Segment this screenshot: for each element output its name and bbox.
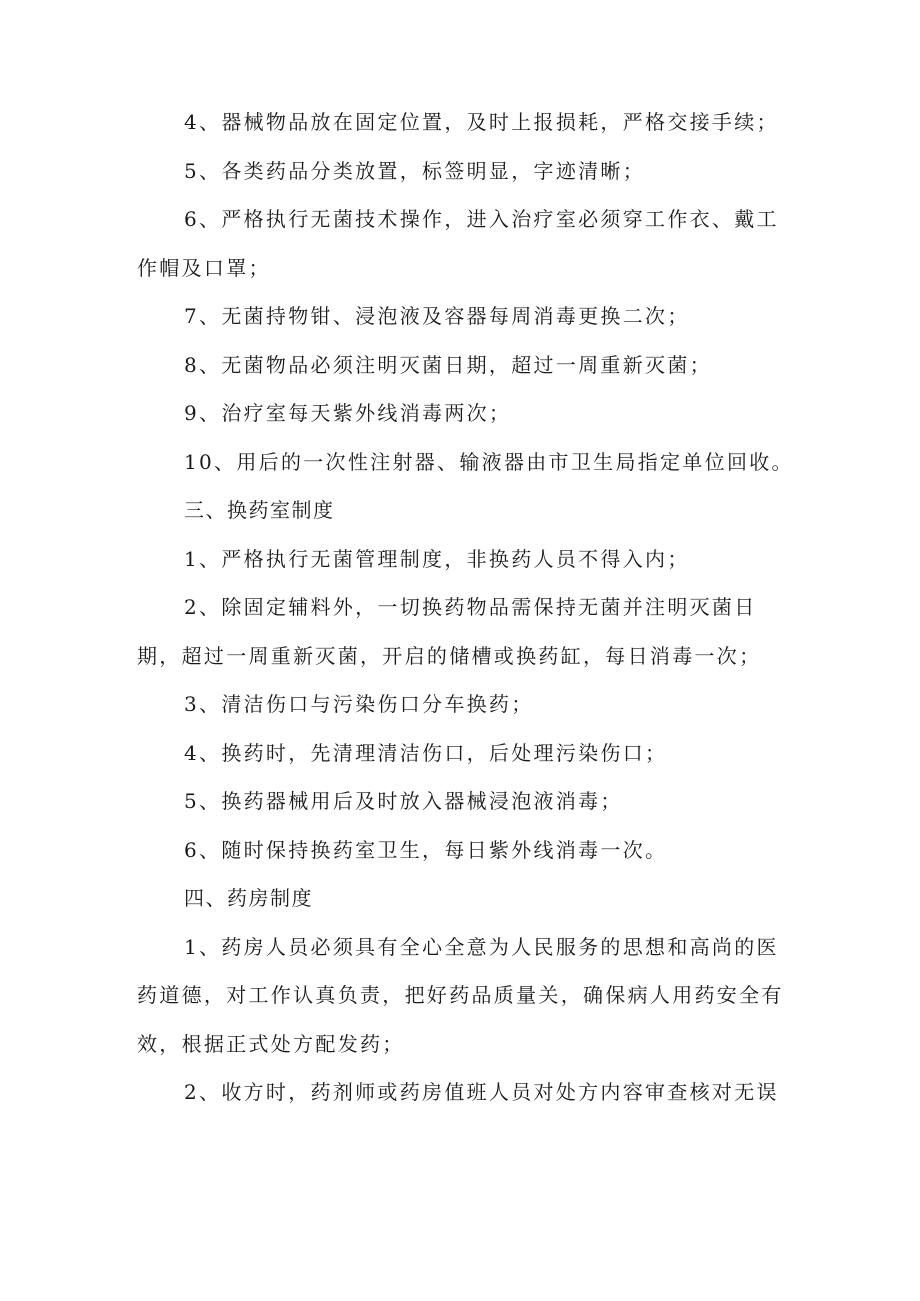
paragraph-dressing-item-1: 1、严格执行无菌管理制度，非换药人员不得入内；	[184, 546, 690, 571]
section-heading-pharmacy: 四、药房制度	[184, 886, 313, 910]
paragraph-dressing-item-3: 3、清洁伤口与污染伤口分车换药；	[184, 692, 534, 716]
paragraph-dressing-item-5: 5、换药器械用后及时放入器械浸泡液消毒；	[184, 789, 623, 813]
paragraph-pharmacy-item-2: 2、收方时，药剂师或药房值班人员对处方内容审查核对无误	[184, 1080, 779, 1104]
paragraph-dressing-item-6: 6、随时保持换药室卫生，每日紫外线消毒一次。	[184, 837, 668, 862]
paragraph-item-5-drug-labels: 5、各类药品分类放置，标签明显，字迹清晰；	[184, 158, 646, 183]
section-heading-dressing-room: 三、换药室制度	[184, 498, 335, 522]
paragraph-dressing-item-2: 2、除固定辅料外，一切换药物品需保持无菌并注明灭菌日期，超过一周重新灭菌，开启的储槽或换药缸，每日消毒一次；	[137, 595, 762, 668]
document-body	[137, 98, 797, 1117]
paragraph-item-10-disposables: 10、用后的一次性注射器、输液器由市卫生局指定单位回收。	[184, 449, 794, 474]
paragraph-pharmacy-item-1: 1、药房人员必须具有全心全意为人民服务的思想和高尚的医药道德，对工作认真负责，把好药品质量关，确保病人用药安全有效，根据正式处方配发药；	[137, 934, 784, 1056]
paragraph-item-4-equipment: 4、器械物品放在固定位置，及时上报损耗，严格交接手续；	[184, 110, 779, 134]
paragraph-dressing-item-4: 4、换药时，先清理清洁伤口，后处理污染伤口；	[184, 740, 668, 765]
paragraph-item-6-aseptic-operation: 6、严格执行无菌技术操作，进入治疗室必须穿工作衣、戴工作帽及口罩；	[137, 207, 779, 280]
paragraph-item-7-forceps-disinfection: 7、无菌持物钳、浸泡液及容器每周消毒更换二次；	[184, 304, 690, 328]
paragraph-item-9-uv-disinfection: 9、治疗室每天紫外线消毒两次；	[184, 401, 512, 425]
paragraph-item-8-sterilization-date: 8、无菌物品必须注明灭菌日期，超过一周重新灭菌；	[184, 352, 712, 377]
